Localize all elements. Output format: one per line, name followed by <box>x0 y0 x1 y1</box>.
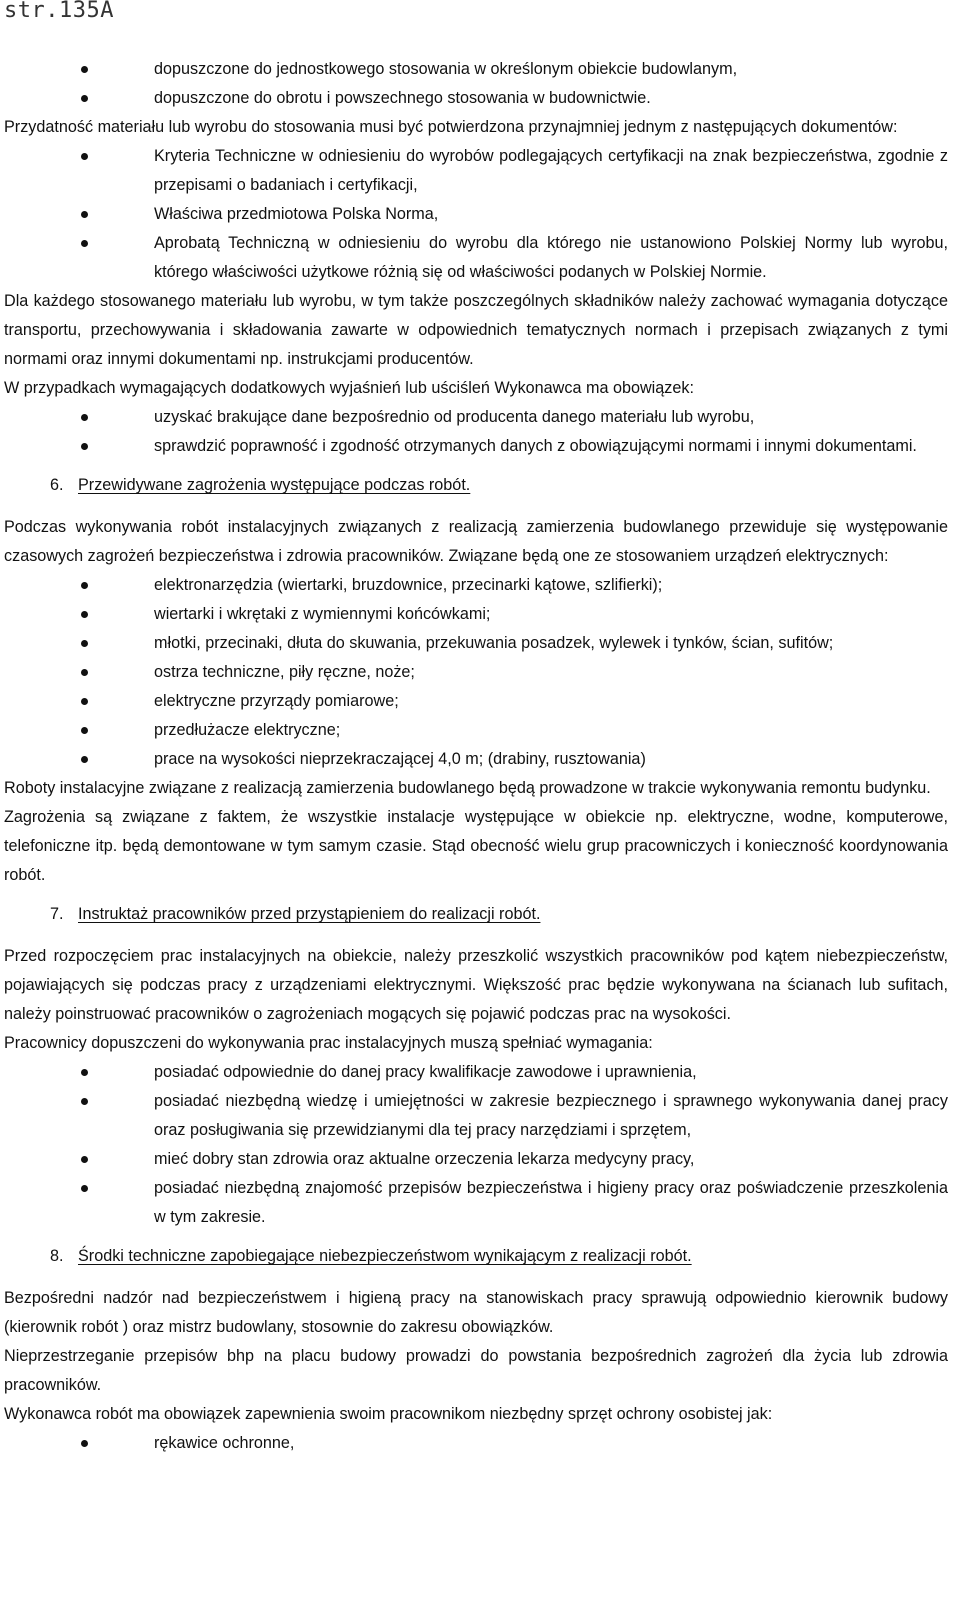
paragraph-bhp-violation: Nieprzestrzeganie przepisów bhp na placu budowy prowadzi do powstania bezpośrednich zagrożeń dla życia lub zdrowia pracowników. <box>4 1347 948 1394</box>
paragraph-installation-works: Roboty instalacyjne związane z realizacją zamierzenia budowlanego będą prowadzone w trakcie wykonywania remontu budynku. <box>4 779 931 797</box>
paragraph-clarification: W przypadkach wymagających dodatkowych wyjaśnień lub uściśleń Wykonawca ma obowiązek: <box>4 379 694 397</box>
bullet-icon <box>78 571 154 600</box>
bullet-icon <box>78 629 154 658</box>
ppe-bullet-list <box>4 1429 948 1458</box>
paragraph-training: Przed rozpoczęciem prac instalacyjnych na obiekcie, należy przeszkolić wszystkich pracowników pod kątem niebezpieczeństw, pojawiających się podczas pracy z urządzeniami elektrycznymi. Większość prac będzie wykonywana na ścianach lub sufitach, należy poinstruować pracowników o zagrożeniach mogących się pojawić podczas prac na wysokości. <box>4 947 948 1023</box>
list-item: wiertarki i wkrętaki z wymiennymi końcówkami; <box>78 600 948 629</box>
bullet-icon <box>78 1174 154 1203</box>
list-item: rękawice ochronne, <box>78 1429 948 1458</box>
section-title: Środki techniczne zapobiegające niebezpieczeństwom wynikającym z realizacji robót. <box>78 1247 692 1265</box>
bullet-icon <box>78 716 154 745</box>
list-item: posiadać niezbędną znajomość przepisów bezpieczeństwa i higieny pracy oraz poświadczenie przeszkolenia w tym zakresie. <box>78 1174 948 1232</box>
bullet-icon <box>78 687 154 716</box>
bullet-icon <box>78 142 154 171</box>
page-number-label: str.135A <box>4 0 114 23</box>
list-item: posiadać odpowiednie do danej pracy kwalifikacje zawodowe i uprawnienia, <box>78 1058 948 1087</box>
paragraph-protective-equipment: Wykonawca robót ma obowiązek zapewnienia swoim pracownikom niezbędny sprzęt ochrony osobistej jak: <box>4 1405 773 1423</box>
list-item: sprawdzić poprawność i zgodność otrzymanych danych z obowiązującymi normami i innymi dokumentami. <box>78 432 948 461</box>
list-item: Kryteria Techniczne w odniesieniu do wyrobów podlegających certyfikacji na znak bezpieczeństwa, zgodnie z przepisami o badaniach i certyfikacji, <box>78 142 948 200</box>
intro-bullet-list <box>4 55 948 113</box>
paragraph-supervision: Bezpośredni nadzór nad bezpieczeństwem i higieną pracy na stanowiskach pracy sprawują odpowiednio kierownik budowy (kierownik robót ) oraz mistrz budowlany, stosownie do zakresu obowiązków. <box>4 1289 948 1336</box>
section-number: 7. <box>50 905 64 923</box>
list-item: ostrza techniczne, piły ręczne, noże; <box>78 658 948 687</box>
section-7-heading <box>50 900 948 929</box>
worker-requirements-bullet-list <box>4 1058 948 1232</box>
section-6-heading <box>50 471 948 500</box>
list-item: dopuszczone do obrotu i powszechnego stosowania w budownictwie. <box>78 84 948 113</box>
tools-bullet-list <box>4 571 948 774</box>
paragraph-suitability: Przydatność materiału lub wyrobu do stosowania musi być potwierdzona przynajmniej jednym z następujących dokumentów: <box>4 118 898 136</box>
list-item: uzyskać brakujące dane bezpośrednio od producenta danego materiału lub wyrobu, <box>78 403 948 432</box>
bullet-icon <box>78 1058 154 1087</box>
document-body <box>4 55 948 1458</box>
section-number: 8. <box>50 1247 64 1265</box>
list-item: elektryczne przyrządy pomiarowe; <box>78 687 948 716</box>
paragraph-hazards-intro: Podczas wykonywania robót instalacyjnych związanych z realizacją zamierzenia budowlanego przewiduje się występowanie czasowych zagrożeń bezpieczeństwa i zdrowia pracowników. Związane będą one ze stosowaniem urządzeń elektrycznych: <box>4 518 948 565</box>
paragraph-worker-requirements: Pracownicy dopuszczeni do wykonywania prac instalacyjnych muszą spełniać wymagania: <box>4 1034 653 1052</box>
bullet-icon <box>78 1429 154 1458</box>
list-item: Właściwa przedmiotowa Polska Norma, <box>78 200 948 229</box>
list-item: elektronarzędzia (wiertarki, bruzdownice, przecinarki kątowe, szlifierki); <box>78 571 948 600</box>
bullet-icon <box>78 200 154 229</box>
clarification-bullet-list <box>4 403 948 461</box>
bullet-icon <box>78 1087 154 1116</box>
bullet-icon <box>78 84 154 113</box>
bullet-icon <box>78 745 154 774</box>
bullet-icon <box>78 403 154 432</box>
bullet-icon <box>78 1145 154 1174</box>
bullet-icon <box>78 229 154 258</box>
list-item: posiadać niezbędną wiedzę i umiejętności w zakresie bezpiecznego i sprawnego wykonywania danej pracy oraz posługiwania się przewidzianymi dla tej pracy narzędziami i sprzętem, <box>78 1087 948 1145</box>
paragraph-material-requirements: Dla każdego stosowanego materiału lub wyrobu, w tym także poszczególnych składników należy zachować wymagania dotyczące transportu, przechowywania i składowania zawarte w odpowiednich tematycznych normach i przepisach związanych z tymi normami oraz innymi dokumentami np. instrukcjami producentów. <box>4 292 948 368</box>
paragraph-hazards-facts: Zagrożenia są związane z faktem, że wszystkie instalacje występujące w obiekcie np. elektryczne, wodne, komputerowe, telefoniczne itp. będą demontowane w tym samym czasie. Stąd obecność wielu grup pracowniczych i konieczność koordynowania robót. <box>4 808 948 884</box>
list-item: młotki, przecinaki, dłuta do skuwania, przekuwania posadzek, wylewek i tynków, ścian, sufitów; <box>78 629 948 658</box>
bullet-icon <box>78 658 154 687</box>
bullet-icon <box>78 600 154 629</box>
bullet-icon <box>78 432 154 461</box>
section-8-heading <box>50 1242 948 1271</box>
list-item: dopuszczone do jednostkowego stosowania w określonym obiekcie budowlanym, <box>78 55 948 84</box>
list-item: Aprobatą Techniczną w odniesieniu do wyrobu dla którego nie ustanowiono Polskiej Normy lub wyrobu, którego właściwości użytkowe różnią się od właściwości podanych w Polskiej Normie. <box>78 229 948 287</box>
section-number: 6. <box>50 476 64 494</box>
bullet-icon <box>78 55 154 84</box>
documents-bullet-list <box>4 142 948 287</box>
list-item: mieć dobry stan zdrowia oraz aktualne orzeczenia lekarza medycyny pracy, <box>78 1145 948 1174</box>
section-title: Przewidywane zagrożenia występujące podczas robót. <box>78 476 471 494</box>
list-item: prace na wysokości nieprzekraczającej 4,0 m; (drabiny, rusztowania) <box>78 745 948 774</box>
section-title: Instruktaż pracowników przed przystąpieniem do realizacji robót. <box>78 905 541 923</box>
list-item: przedłużacze elektryczne; <box>78 716 948 745</box>
